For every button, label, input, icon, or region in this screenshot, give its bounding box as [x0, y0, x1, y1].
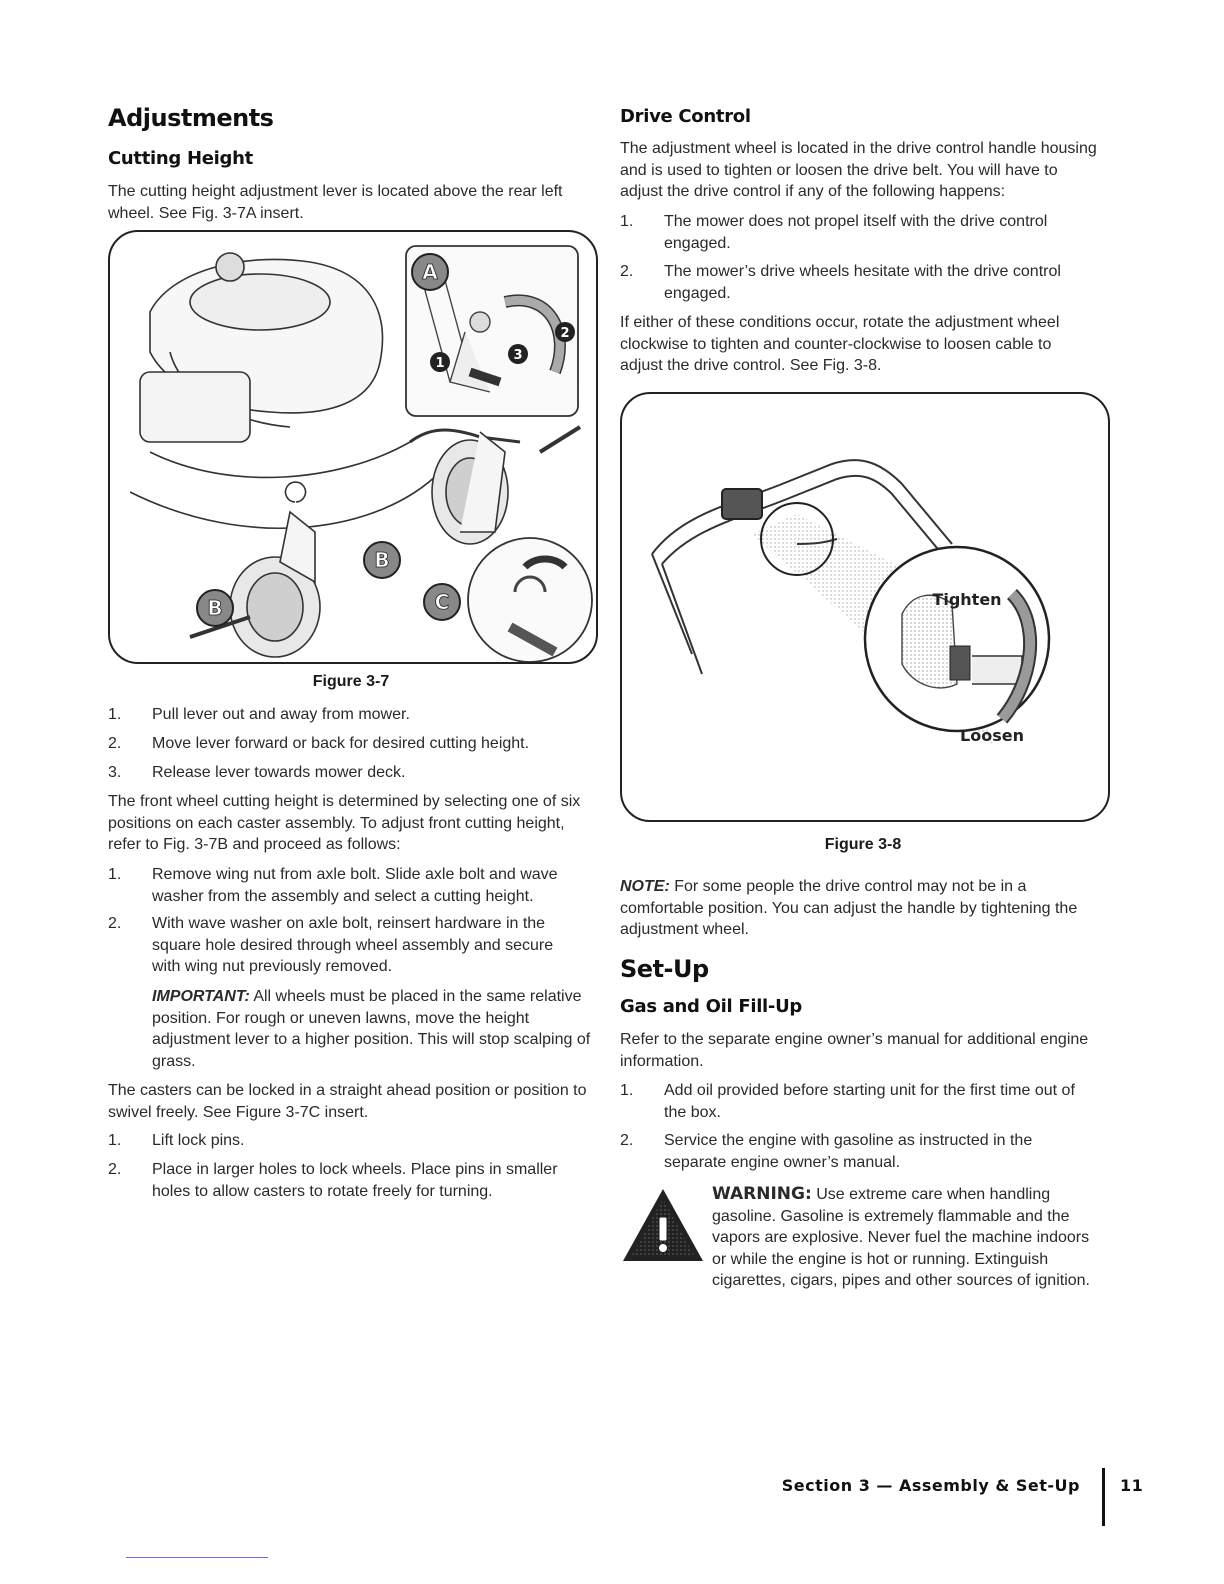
- callout-2: 2: [560, 326, 570, 341]
- subheading-drive-control: Drive Control: [620, 106, 751, 127]
- note-paragraph: [620, 876, 1096, 941]
- footer-section-title: Section 3 — Assembly & Set-Up: [781, 1476, 1080, 1495]
- drive-control-intro: The adjustment wheel is located in the drive control handle housing and is used to tighten or loosen the drive belt. You will have to adjust the drive control if any of the following happens:: [620, 140, 1097, 200]
- footer-rule: [126, 1557, 268, 1558]
- figure-3-7-caption: Figure 3-7: [312, 673, 390, 690]
- casters-paragraph: The casters can be locked in a straight ahead position or position to swivel freely. See Figure 3-7C insert.: [108, 1082, 587, 1121]
- list-item: 1. Pull lever out and away from mower.: [108, 706, 410, 723]
- warning-icon: [620, 1185, 706, 1265]
- section-heading-adjustments: Adjustments: [108, 104, 274, 132]
- note-label: NOTE:: [620, 878, 670, 895]
- important-label: IMPORTANT:: [152, 988, 250, 1005]
- important-text: All wheels must be placed in the same relative position. For rough or uneven lawns, move the height adjustment lever to a higher position. This will stop scalping of grass.: [152, 988, 591, 1070]
- figure-3-7: [108, 230, 598, 664]
- list-item: 1. Add oil provided before starting unit for the first time out of the box.: [620, 1082, 1075, 1121]
- list-item: 3. Release lever towards mower deck.: [108, 764, 406, 781]
- warning-paragraph: [712, 1184, 1096, 1292]
- callout-a: A: [422, 260, 438, 284]
- warning-text: Use extreme care when handling gasoline. Gasoline is extremely flammable and the vapors are explosive. Never fuel the machine indoors or while the engine is hot or running. Extinguish cigarettes, cigars, pipes and other sources of ignition.: [712, 1186, 1090, 1289]
- list-item: 1. Lift lock pins.: [108, 1132, 245, 1149]
- gas-intro: Refer to the separate engine owner’s manual for additional engine information.: [620, 1031, 1089, 1070]
- callout-1: 1: [435, 356, 445, 371]
- subheading-cutting-height: Cutting Height: [108, 148, 253, 169]
- callout-b-left: B: [207, 596, 223, 620]
- list-item: 2. Place in larger holes to lock wheels. Place pins in smaller holes to allow casters to rotate freely for turning.: [108, 1161, 558, 1200]
- note-text: For some people the drive control may not be in a comfortable position. You can adjust the handle by tightening the adjustment wheel.: [620, 878, 1078, 938]
- mower-illustration: [110, 232, 596, 662]
- figure-3-8-caption: Figure 3-8: [824, 836, 902, 853]
- list-item: 2. With wave washer on axle bolt, reinsert hardware in the square hole desired through wheel assembly and secure with wing nut previously removed.: [108, 915, 554, 975]
- list-item: 2. The mower’s drive wheels hesitate with the drive control engaged.: [620, 263, 1061, 302]
- callout-3: 3: [513, 348, 523, 363]
- page-number: 11: [1120, 1476, 1144, 1495]
- front-wheel-paragraph: The front wheel cutting height is determined by selecting one of six positions on each caster assembly. To adjust front cutting height, refer to Fig. 3-7B and proceed as follows:: [108, 793, 581, 853]
- callout-b-right: B: [374, 548, 390, 572]
- callout-c: C: [434, 590, 450, 614]
- section-heading-setup: Set-Up: [620, 955, 709, 983]
- list-item: 2. Service the engine with gasoline as instructed in the separate engine owner’s manual.: [620, 1132, 1033, 1171]
- cutting-height-intro: The cutting height adjustment lever is located above the rear left wheel. See Fig. 3-7A insert.: [108, 183, 563, 222]
- tighten-label: Tighten: [932, 590, 1002, 609]
- footer-divider: [1102, 1468, 1105, 1526]
- list-item: 1. Remove wing nut from axle bolt. Slide axle bolt and wave washer from the assembly and select a cutting height.: [108, 866, 558, 905]
- list-item: 1. The mower does not propel itself with the drive control engaged.: [620, 213, 1048, 252]
- loosen-label: Loosen: [960, 726, 1024, 745]
- important-note: [152, 986, 592, 1072]
- figure-3-8: [620, 392, 1110, 822]
- drive-control-illustration: [622, 394, 1108, 820]
- subheading-gas-oil: Gas and Oil Fill-Up: [620, 996, 802, 1017]
- list-item: 2. Move lever forward or back for desired cutting height.: [108, 735, 530, 752]
- either-condition-paragraph: If either of these conditions occur, rotate the adjustment wheel clockwise to tighten and counter-clockwise to loosen cable to adjust the drive control. See Fig. 3-8.: [620, 314, 1060, 374]
- warning-label: WARNING:: [712, 1184, 812, 1204]
